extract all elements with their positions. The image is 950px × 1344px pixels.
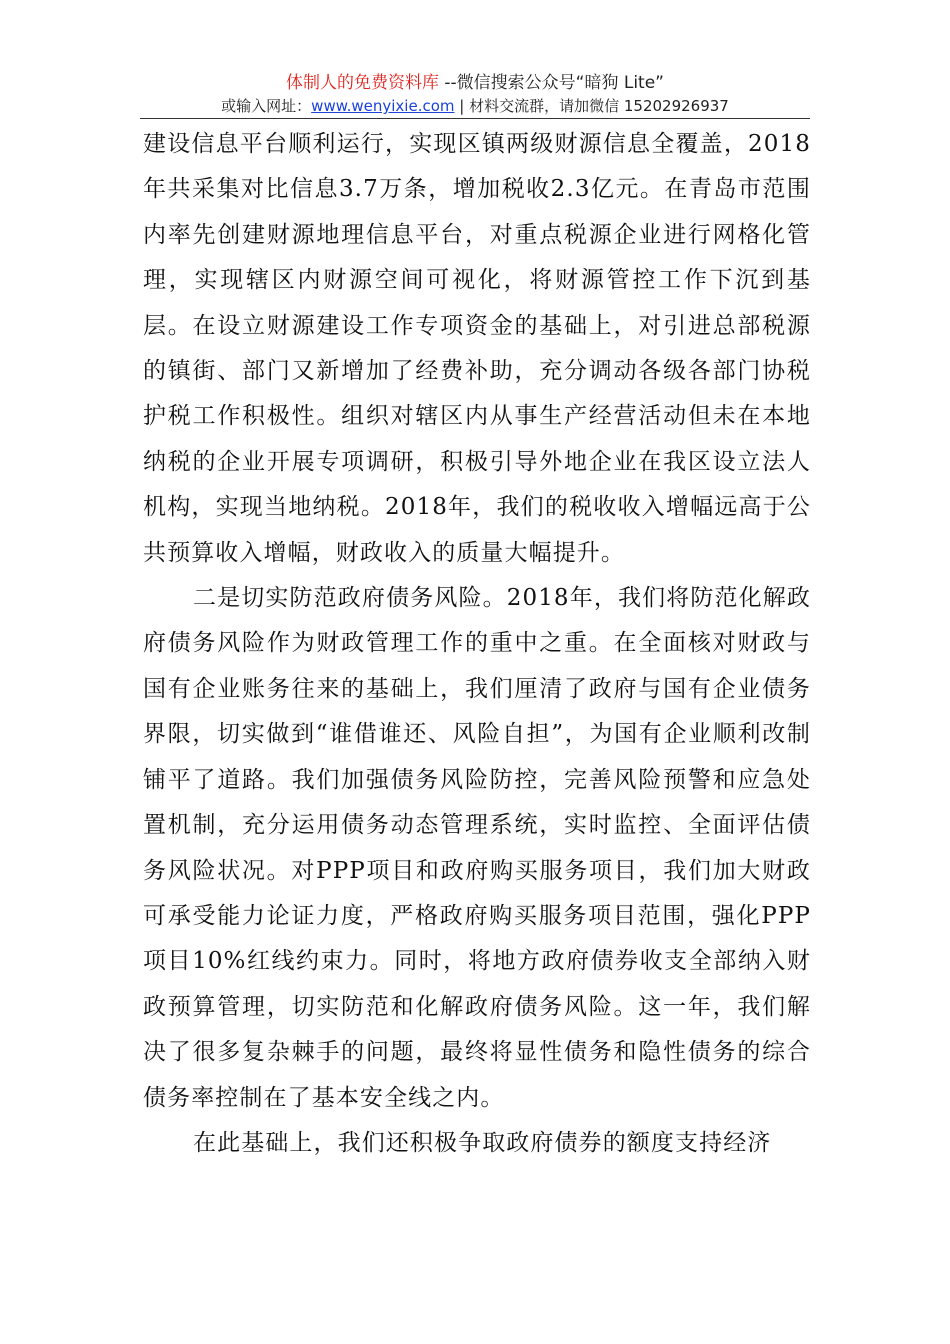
- header-brand: 体制人的免费资料库: [285, 73, 439, 93]
- header-subtitle: --微信搜索公众号“暗狗 Lite”: [438, 73, 664, 93]
- paragraph-1: 建设信息平台顺利运行，实现区镇两级财源信息全覆盖，2018年共采集对比信息3.7万条，增加税收2.3亿元。在青岛市范围内率先创建财源地理信息平台，对重点税源企业进行网格化管理，实现辖区内财源空间可视化，将财源管控工作下沉到基层。在设立财源建设工作专项资金的基础上，对引进总部税源的镇街、部门又新增加了经费补助，充分调动各级各部门协税护税工作积极性。组织对辖区内从事生产经营活动但未在本地纳税的企业开展专项调研，积极引导外地企业在我区设立法人机构，实现当地纳税。2018年，我们的税收收入增幅远高于公共预算收入增幅，财政收入的质量大幅提升。: [143, 131, 811, 566]
- paragraph-3: 在此基础上，我们还积极争取政府债券的额度支持经济: [193, 1129, 772, 1156]
- paragraph-2: 二是切实防范政府债务风险。2018年，我们将防范化解政府债务风险作为财政管理工作的重中之重。在全面核对财政与国有企业账务往来的基础上，我们厘清了政府与国有企业债务界限，切实做到“谁借谁还、风险自担”，为国有企业顺利改制铺平了道路。我们加强债务风险防控，完善风险预警和应急处置机制，充分运用债务动态管理系统，实时监控、全面评估债务风险状况。对PPP项目和政府购买服务项目，我们加大财政可承受能力论证力度，严格政府购买服务项目范围，强化PPP项目10%红线约束力。同时，将地方政府债券收支全部纳入财政预算管理，切实防范和化解政府债务风险。这一年，我们解决了很多复杂棘手的问题，最终将显性债务和隐性债务的综合债务率控制在了基本安全线之内。: [143, 585, 811, 1111]
- document-body: [143, 122, 811, 1166]
- header-contact: | 材料交流群，请加微信 15202926937: [454, 97, 729, 115]
- header-divider: [140, 118, 810, 119]
- header-contact-line: [140, 96, 810, 116]
- header-url-link[interactable]: www.wenyixie.com: [311, 97, 455, 115]
- header-title-line: [140, 72, 810, 94]
- page-header: [140, 72, 810, 116]
- header-url-prefix: 或输入网址：: [221, 97, 312, 115]
